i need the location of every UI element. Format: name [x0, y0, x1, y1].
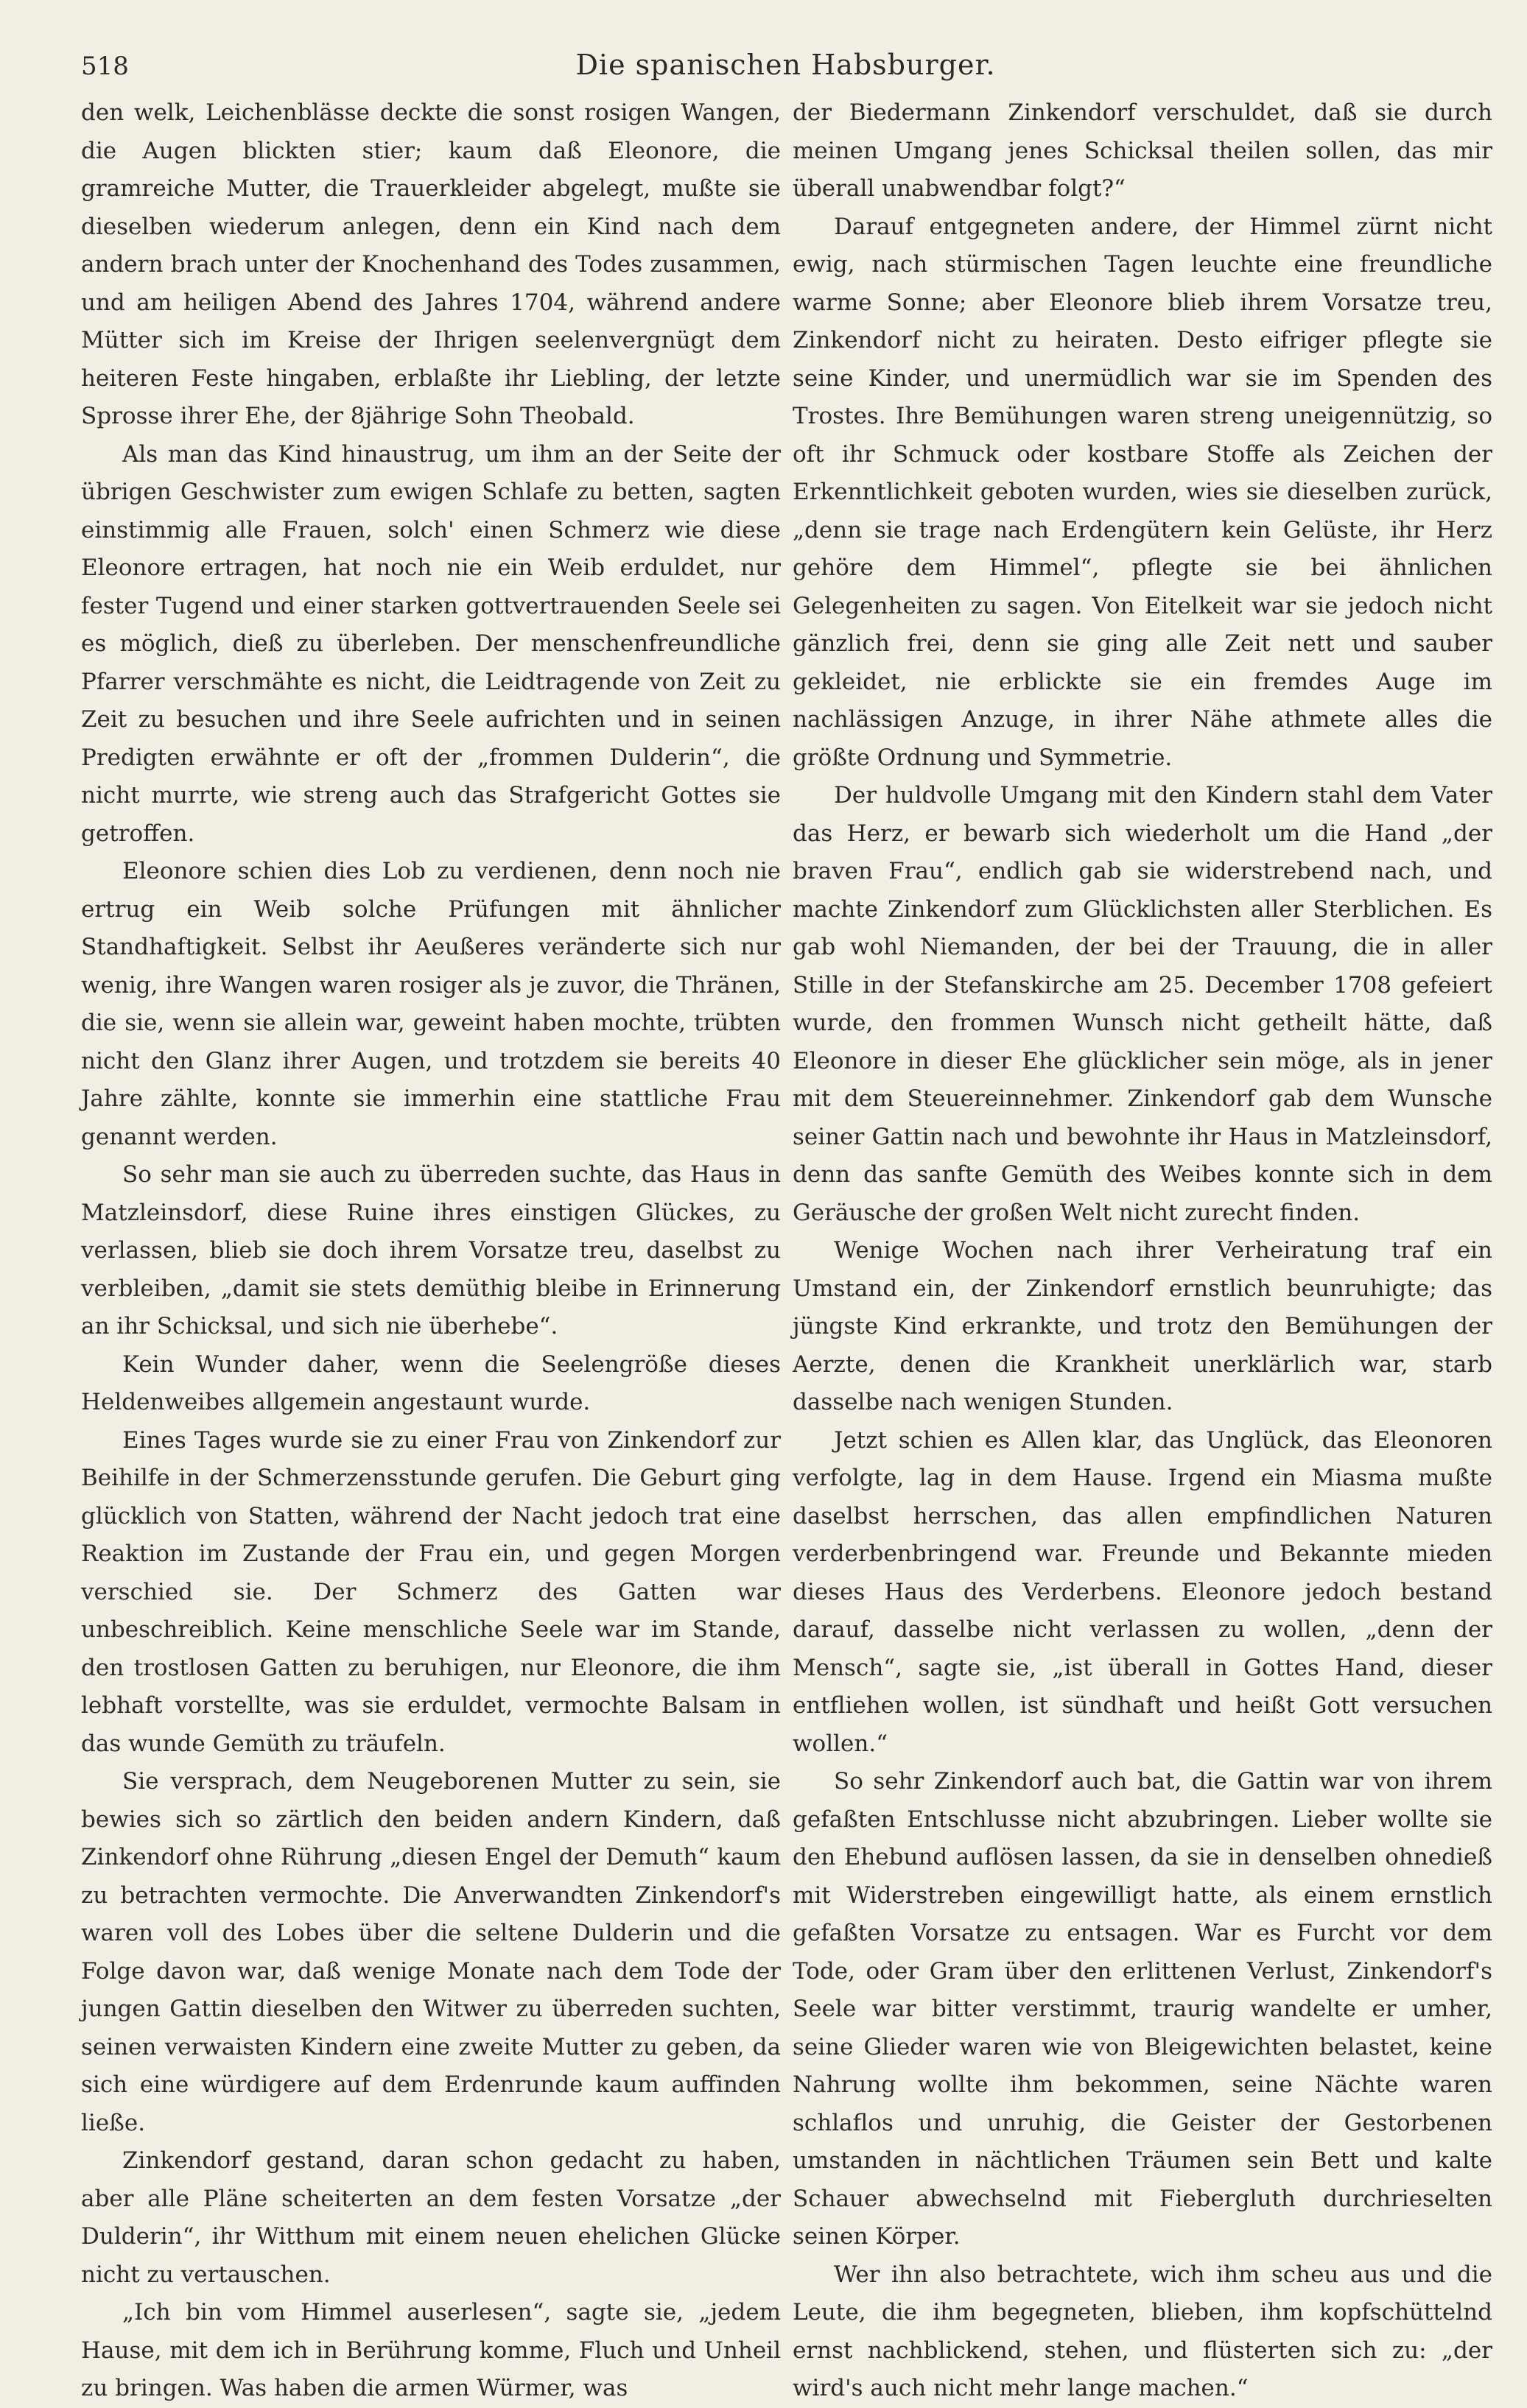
paragraph: Als man das Kind hinaustrug, um ihm an der Seite der übrigen Geschwister zum ewigen Schlafe zu betten, sagten einstimmig alle Frauen, solch' einen Schmerz wie diese Eleonore ertragen, hat noch nie ein Weib erduldet, nur fester Tugend und einer starken gottvertrauenden Seele sei es möglich, dieß zu überleben. Der menschenfreundliche Pfarrer verschmähte es nicht, die Leidtragende von Zeit zu Zeit zu besuchen und ihre Seele aufrichten und in seinen Predigten erwähnte er oft der „frommen Dulderin“, die nicht murrte, wie streng auch das Strafgericht Gottes sie getroffen. — [81, 440, 781, 847]
paragraph: Eleonore schien dies Lob zu verdienen, denn noch nie ertrug ein Weib solche Prüfungen mit ähnlicher Standhaftigkeit. Selbst ihr Aeußeres veränderte sich nur wenig, ihre Wangen waren rosiger als je zuvor, die Thränen, die sie, wenn sie allein war, geweint haben mochte, trübten nicht den Glanz ihrer Augen, und trotzdem sie bereits 40 Jahre zählte, konnte sie immerhin eine stattliche Frau genannt werden. — [81, 858, 781, 1150]
paragraph: So sehr Zinkendorf auch bat, die Gattin war von ihrem gefaßten Entschlusse nicht abzubringen. Lieber wollte sie den Ehebund auflösen lassen, da sie in denselben ohnedieß mit Widerstreben eingewilligt hatte, als einem ernstlich gefaßten Vorsatze zu entsagen. War es Furcht vor dem Tode, oder Gram über den erlittenen Verlust, Zinkendorf's Seele war bitter verstimmt, traurig wandelte er umher, seine Glieder waren wie von Bleigewichten belastet, keine Nahrung wollte ihm bekommen, seine Nächte waren schlaflos und unruhig, die Geister der Gestorbenen umstanden in nächtlichen Träumen sein Bett und kalte Schauer abwechselnd mit Fiebergluth durchrieselten seinen Körper. — [793, 1768, 1492, 2250]
paragraph: Darauf entgegneten andere, der Himmel zürnt nicht ewig, nach stürmischen Tagen leuchte eine freundliche warme Sonne; aber Eleonore blieb ihrem Vorsatze treu, Zinkendorf nicht zu heiraten. Desto eifriger pflegte sie seine Kinder, und unermüdlich war sie im Spenden des Trostes. Ihre Bemühungen waren streng uneigennützig, so oft ihr Schmuck oder kostbare Stoffe als Zeichen der Erkenntlichkeit geboten wurden, wies sie dieselben zurück, „denn sie trage nach Erdengütern kein Gelüste, ihr Herz gehöre dem Himmel“, pflegte sie bei ähnlichen Gelegenheiten zu sagen. Von Eitelkeit war sie jedoch nicht gänzlich frei, denn sie ging alle Zeit nett und sauber gekleidet, nie erblickte sie ein fremdes Auge im nachlässigen Anzuge, in ihrer Nähe athmete alles die größte Ordnung und Symmetrie. — [793, 213, 1492, 771]
paragraph: Wenige Wochen nach ihrer Verheiratung traf ein Umstand ein, der Zinkendorf ernstlich beunruhigte; das jüngste Kind erkrankte, und trotz den Bemühungen der Aerzte, denen die Krankheit unerklärlich war, starb dasselbe nach wenigen Stunden. — [793, 1237, 1492, 1415]
running-title: Die spanischen Habsburger. — [575, 49, 996, 81]
paragraph: Wer ihn also betrachtete, wich ihm scheu aus und die Leute, die ihm begegneten, blieben, ihm kopfschüttelnd ernst nachblickend, stehen, und flüsterten sich zu: „der wird's auch nicht mehr lange machen.“ — [793, 2261, 1492, 2401]
paragraph: So sehr man sie auch zu überreden suchte, das Haus in Matzleinsdorf, diese Ruine ihres einstigen Glückes, zu verlassen, blieb sie doch ihrem Vorsatze treu, daselbst zu verbleiben, „damit sie stets demüthig bleibe in Erinnerung an ihr Schicksal, und sich nie überhebe“. — [81, 1161, 781, 1339]
page-number: 518 — [81, 52, 129, 81]
paragraph: Jetzt schien es Allen klar, das Unglück, das Eleonoren verfolgte, lag in dem Hause. Irgend ein Miasma mußte daselbst herrschen, das allen empfindlichen Naturen verderbenbringend war. Freunde und Bekannte mieden dieses Haus des Verderbens. Eleonore jedoch bestand darauf, dasselbe nicht verlassen zu wollen, „denn der Mensch“, sagte sie, „ist überall in Gottes Hand, dieser entfliehen wollen, ist sündhaft und heißt Gott versuchen wollen.“ — [793, 1426, 1492, 1757]
paragraph: „Ich bin vom Himmel auserlesen“, sagte sie, „jedem Hause, mit dem ich in Berührung komme, Fluch und Unheil zu bringen. Was haben die armen Würmer, was — [81, 2299, 781, 2401]
right-column — [793, 94, 1492, 2408]
paragraph: Der huldvolle Umgang mit den Kindern stahl dem Vater das Herz, er bewarb sich wiederholt um die Hand „der braven Frau“, endlich gab sie widerstrebend nach, und machte Zinkendorf zum Glücklichsten aller Sterblichen. Es gab wohl Niemanden, der bei der Trauung, die in aller Stille in der Stefanskirche am 25. December 1708 gefeiert wurde, den frommen Wunsch nicht getheilt hätte, daß Eleonore in dieser Ehe glücklicher sein möge, als in jener mit dem Steuereinnehmer. Zinkendorf gab dem Wunsche seiner Gattin nach und bewohnte ihr Haus in Matzleinsdorf, denn das sanfte Gemüth des Weibes konnte sich in dem Geräusche der großen Welt nicht zurecht finden. — [793, 782, 1492, 1226]
paragraph: Zinkendorf gestand, daran schon gedacht zu haben, aber alle Pläne scheiterten an dem festen Vorsatze „der Dulderin“, ihr Witthum mit einem neuen ehelichen Glücke nicht zu vertauschen. — [81, 2147, 781, 2288]
paragraph: Sie versprach, dem Neugeborenen Mutter zu sein, sie bewies sich so zärtlich den beiden andern Kindern, daß Zinkendorf ohne Rührung „diesen Engel der Demuth“ kaum zu betrachten vermochte. Die Anverwandten Zinkendorf's waren voll des Lobes über die seltene Dulderin und die Folge davon war, daß wenige Monate nach dem Tode der jungen Gattin dieselben den Witwer zu überreden suchten, seinen verwaisten Kindern eine zweite Mutter zu geben, da sich eine würdigere auf dem Erdenrunde kaum auffinden ließe. — [81, 1768, 781, 2136]
page-header — [81, 46, 1490, 90]
paragraph: Kein Wunder daher, wenn die Seelengröße dieses Heldenweibes allgemein angestaunt wurde. — [81, 1351, 781, 1415]
left-column — [81, 94, 781, 2408]
paragraph: den welk, Leichenblässe deckte die sonst rosigen Wangen, die Augen blickten stier; kaum daß Eleonore, die gramreiche Mutter, die Trauerkleider abgelegt, mußte sie dieselben wiederum anlegen, denn ein Kind nach dem andern brach unter der Knochenhand des Todes zusammen, und am heiligen Abend des Jahres 1704, während andere Mütter sich im Kreise der Ihrigen seelenvergnügt dem heiteren Feste hingaben, erblaßte ihr Liebling, der letzte Sprosse ihrer Ehe, der 8jährige Sohn Theobald. — [81, 99, 781, 429]
paragraph: Eines Tages wurde sie zu einer Frau von Zinkendorf zur Beihilfe in der Schmerzensstunde gerufen. Die Geburt ging glücklich von Statten, während der Nacht jedoch trat eine Reaktion im Zustande der Frau ein, und gegen Morgen verschied sie. Der Schmerz des Gatten war unbeschreiblich. Keine menschliche Seele war im Stande, den trostlosen Gatten zu beruhigen, nur Eleonore, die ihm lebhaft vorstellte, was sie erduldet, vermochte Balsam in das wunde Gemüth zu träufeln. — [81, 1426, 781, 1757]
paragraph: der Biedermann Zinkendorf verschuldet, daß sie durch meinen Umgang jenes Schicksal theilen sollen, das mir überall unabwendbar folgt?“ — [793, 99, 1492, 202]
